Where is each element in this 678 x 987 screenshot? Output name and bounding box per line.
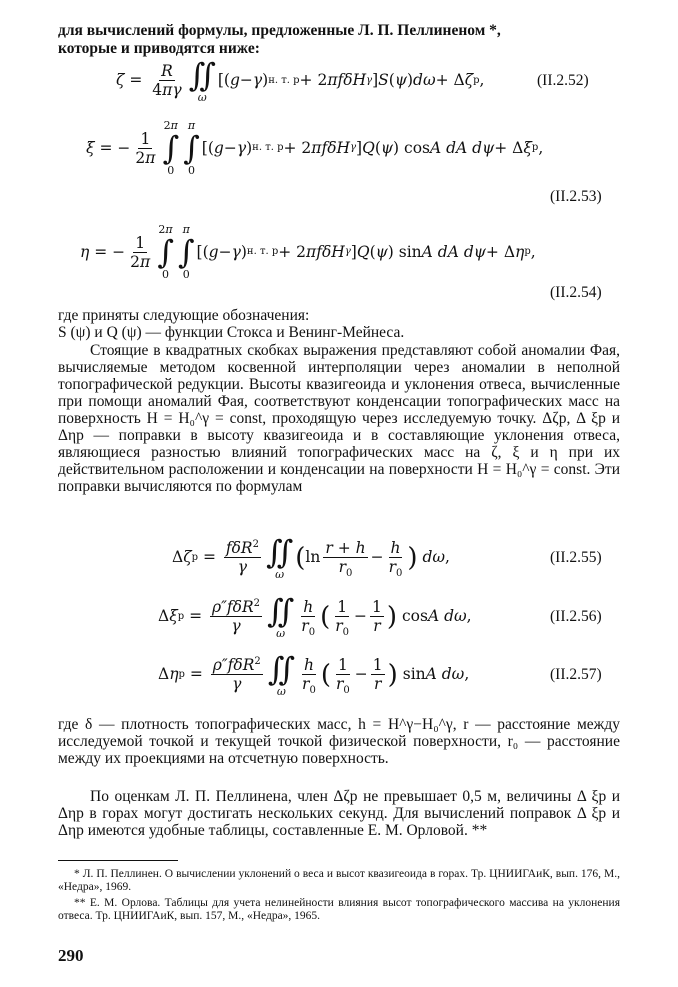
footnote-1: * Л. П. Пеллинен. О вычислении уклонений о веса и высот квазигеоида в горах. Тр. ЦНИИГАиК, вып. 176, М., «Недра», 1969. — [58, 868, 620, 893]
equation-number: (II.2.56) — [550, 608, 602, 625]
intro-line-1: для вычислений формулы, предложенные Л. П. Пеллиненом *, — [58, 22, 501, 39]
footnote-2: ** Е. М. Орлова. Таблицы для учета нелинейности влияния высот топографического массива на уклонения отвеса. Тр. ЦНИИГАиК, вып. 157, М., «Недра», 1965. — [58, 897, 620, 922]
intro-line-2: которые и приводятся ниже: — [58, 40, 260, 57]
equation-number: (II.2.52) — [537, 72, 589, 89]
paragraph-2: где δ — плотность топографических масс, h = H^γ−H₀^γ, r — расстояние между исследуемой точкой и текущей точкой физической поверхности, r₀ — расстояние между их проекциями на отсчетную поверхность. — [58, 716, 620, 767]
equation-delta-xi: Δ ξ р = $\frac{\rho''f\delta R^2}{\gamma}$ ∬ ω $\frac{h}{r_0}$ ( $\frac{1}{r_0}$ − $\frac{1}{r}$ ) cos A dω , — [158, 592, 472, 640]
equation-delta-zeta: Δ ζ р = $\frac{f\delta R^2}{\gamma}$ ∬ ω ( ln $\frac{r + h}{r_0}$ − $\frac{h}{r_0}$ ) dω , — [172, 533, 450, 581]
equation-number: (II.2.57) — [550, 666, 602, 683]
equation-number: (II.2.55) — [550, 549, 602, 566]
equation-delta-eta: Δ η р = $\frac{\rho''f\delta R^2}{\gamma}$ ∬ ω $\frac{h}{r_0}$ ( $\frac{1}{r_0}$ − $\frac{1}{r}$ ) sin A dω , — [158, 650, 470, 698]
footnote-divider — [58, 860, 178, 861]
equation-zeta: ζ = $\frac{R}{4\pi\gamma}$ ∬ ω [( g − γ ) н. т. р + 2 πfδH γ ] S ( ψ ) dω + Δ ζ р , — [116, 56, 485, 104]
equation-eta: η = − $\frac{1}{2\pi}$ 2π ∫ 0 π ∫ 0 [( g − γ ) н. т. р + 2 πfδH γ ] Q ( ψ ) sin A dA dψ + Δ η р , — [80, 223, 536, 281]
paragraph-1: Стоящие в квадратных скобках выражения представляют собой аномалии Фая, вычисляемые методом косвенной интерполяции через аномалии в неполной топографической редукции. Высоты квазигеоида и уклонения отвеса, вычисленные при помощи аномалий Фая, соответствуют конденсации топографических масс на поверхность H = H₀^γ = const, проходящую через исследуемую точку. Δζp, Δ ξp и Δηp — поправки в высоту квазигеоида и в составляющие уклонения отвеса, являющиеся разностью влияний топографических масс на ζ, ξ и η при их действительном расположении и конденсации на поверхности H = H₀^γ = const. Эти поправки вычисляются по формулам — [58, 342, 620, 495]
equation-number: (II.2.54) — [550, 284, 602, 301]
paragraph-3: По оценкам Л. П. Пеллинена, член Δζp не превышает 0,5 м, величины Δ ξp и Δηp в горах могут достигать нескольких секунд. Для вычислений поправок Δ ξp и Δηp имеются удобные таблицы, составленные Е. М. Орловой. ** — [58, 788, 620, 839]
page-number: 290 — [58, 946, 84, 965]
equation-xi: ξ = − $\frac{1}{2\pi}$ 2π ∫ 0 π ∫ 0 [( g − γ ) н. т. р + 2 πfδH γ ] Q ( ψ ) cos A dA dψ + Δ ξ р , — [86, 119, 544, 177]
notation-line-2: S (ψ) и Q (ψ) — функции Стокса и Венинг-Мейнеса. — [58, 324, 405, 341]
notation-line-1: где приняты следующие обозначения: — [58, 307, 310, 324]
equation-number: (II.2.53) — [550, 188, 602, 205]
